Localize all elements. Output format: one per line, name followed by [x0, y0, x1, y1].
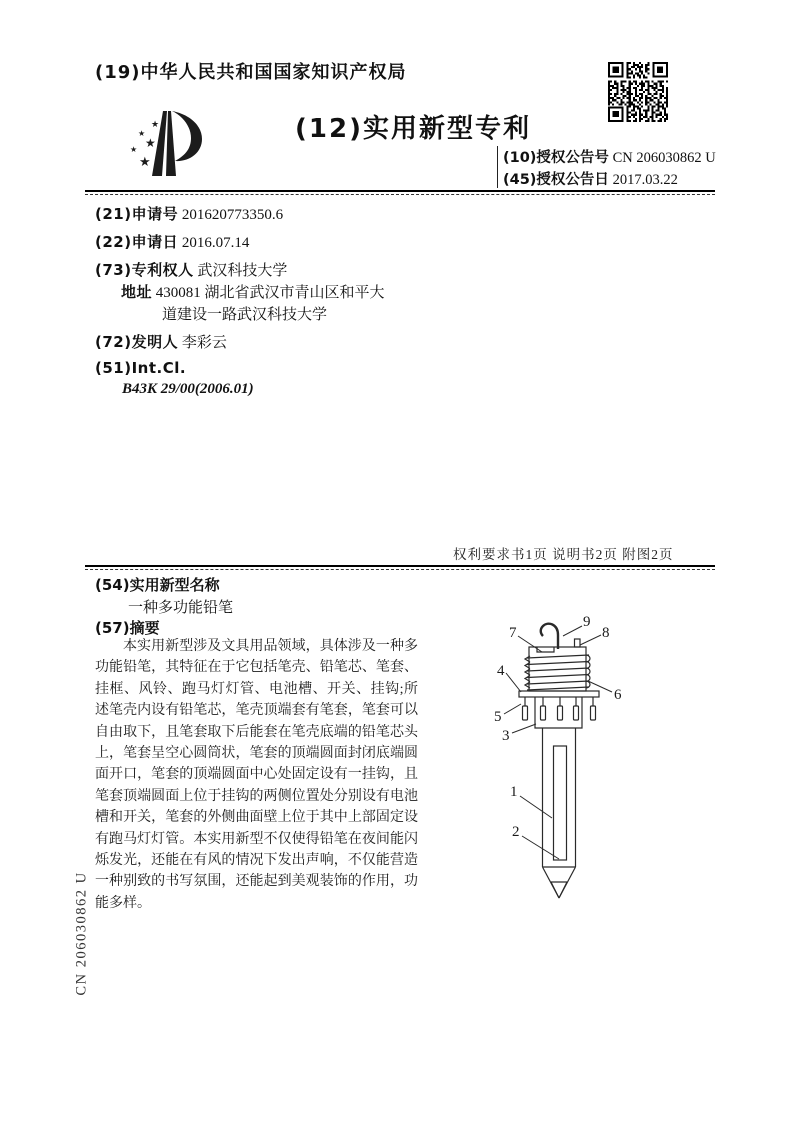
- sidebar-publication-number: CN 206030862 U: [73, 871, 90, 996]
- address-line2: 道建设一路武汉科技大学: [162, 307, 328, 323]
- figure-label-5: 5: [494, 709, 502, 725]
- application-date-label: (22)申请日: [95, 233, 179, 251]
- application-number-label: (21)申请号: [95, 205, 179, 223]
- publication-number-value: CN 206030862 U: [612, 150, 716, 166]
- pages-info: 权利要求书1页 说明书2页 附图2页: [453, 547, 674, 562]
- patent-figure-pencil: [455, 605, 705, 925]
- figure-chimes: [523, 697, 596, 720]
- address-line1: 430081 湖北省武汉市青山区和平大: [155, 285, 385, 301]
- figure-label-2: 2: [512, 824, 520, 840]
- abstract-section-label: (57)摘要: [95, 619, 160, 637]
- address-label: 地址: [121, 283, 153, 301]
- publication-date-row: [503, 168, 678, 189]
- intcl-row: [95, 359, 186, 378]
- figure-tip: [543, 867, 576, 898]
- publication-date-label: (45)授权公告日: [503, 172, 609, 188]
- header-divider-dashes: [85, 194, 715, 195]
- logo-star-icon: ★: [151, 119, 160, 129]
- figure-label-9: 9: [583, 614, 591, 630]
- logo-star-icon: ★: [139, 154, 151, 169]
- figure-label-3: 3: [502, 728, 510, 744]
- figure-label-1: 1: [510, 784, 518, 800]
- header-divider-line: [85, 190, 715, 192]
- intcl-value: B43K 29/00(2006.01): [122, 381, 254, 397]
- figure-switch: [575, 639, 581, 647]
- application-number-row: [95, 203, 283, 224]
- patent-office-name: (19)中华人民共和国国家知识产权局: [95, 62, 407, 83]
- figure-label-7: 7: [509, 625, 517, 641]
- title-section-label: (54)实用新型名称: [95, 576, 220, 594]
- figure-label-6: 6: [614, 687, 622, 703]
- figure-label-8: 8: [602, 625, 610, 641]
- figure-notch: [537, 647, 554, 652]
- application-date-row: [95, 231, 249, 252]
- patentee-label: (73)专利权人: [95, 261, 194, 279]
- figure-lead: [554, 746, 567, 860]
- patentee-row: [95, 259, 287, 280]
- intcl-value-row: [122, 381, 254, 398]
- logo-star-icon: ★: [138, 129, 146, 138]
- publication-number-row: [503, 146, 716, 167]
- patentee-value: 武汉科技大学: [197, 263, 288, 279]
- figure-hook: [541, 624, 558, 649]
- sipo-logo-icon: [126, 100, 212, 188]
- document-type-title: (12)实用新型专利: [295, 114, 531, 144]
- qr-code: [608, 62, 668, 122]
- publication-number-label: (10)授权公告号: [503, 150, 609, 166]
- address-row-2: [162, 303, 327, 324]
- figure-flange: [519, 691, 599, 697]
- logo-star-icon: ★: [130, 145, 138, 154]
- publication-date-value: 2017.03.22: [612, 172, 678, 188]
- application-number-value: 201620773350.6: [181, 207, 284, 223]
- inventor-value: 李彩云: [181, 335, 227, 351]
- inventor-row: [95, 331, 227, 352]
- figure-leader-lines: [504, 626, 612, 859]
- body-divider-dashes: [85, 569, 715, 570]
- body-divider-line: [85, 565, 715, 567]
- address-row: [121, 281, 385, 302]
- invention-title: 一种多功能铅笔: [128, 600, 234, 616]
- figure-lower-box: [535, 697, 582, 728]
- abstract-text: 本实用新型涉及文具用品领域，具体涉及一种多功能铅笔，其特征在于它包括笔壳、铅笔芯、笔套、挂框、风铃、跑马灯灯管、电池槽、开关、挂钩;所述笔壳内设有铅笔芯，笔壳顶端套有笔套，笔套可以自由取下，且笔套取下后能套在笔壳底端的铅笔芯头上，笔套呈空心圆筒状，笔套的顶端圆面封闭底端圆面开口，笔套的顶端圆面中心处固定设有一挂钩，且笔套顶端圆面上位于挂钩的两侧位置处分别设有电池槽和开关，笔套的外侧曲面壁上位于其中上部固定设有跑马灯灯管。本实用新型不仅使得铅笔在夜间能闪烁发光，还能在有风的情况下发出声响，不仅能营造一种别致的书写氛围，还能起到美观装饰的作用，功能多样。: [95, 639, 418, 911]
- inventor-label: (72)发明人: [95, 333, 179, 351]
- intcl-label: (51)Int.Cl.: [95, 359, 187, 377]
- logo-star-icon: ★: [145, 136, 156, 150]
- application-date-value: 2016.07.14: [181, 235, 250, 251]
- figure-coil: [525, 655, 590, 690]
- header-vertical-rule: [497, 146, 498, 188]
- figure-label-4: 4: [497, 663, 505, 679]
- figure-pencil-body: [543, 728, 576, 867]
